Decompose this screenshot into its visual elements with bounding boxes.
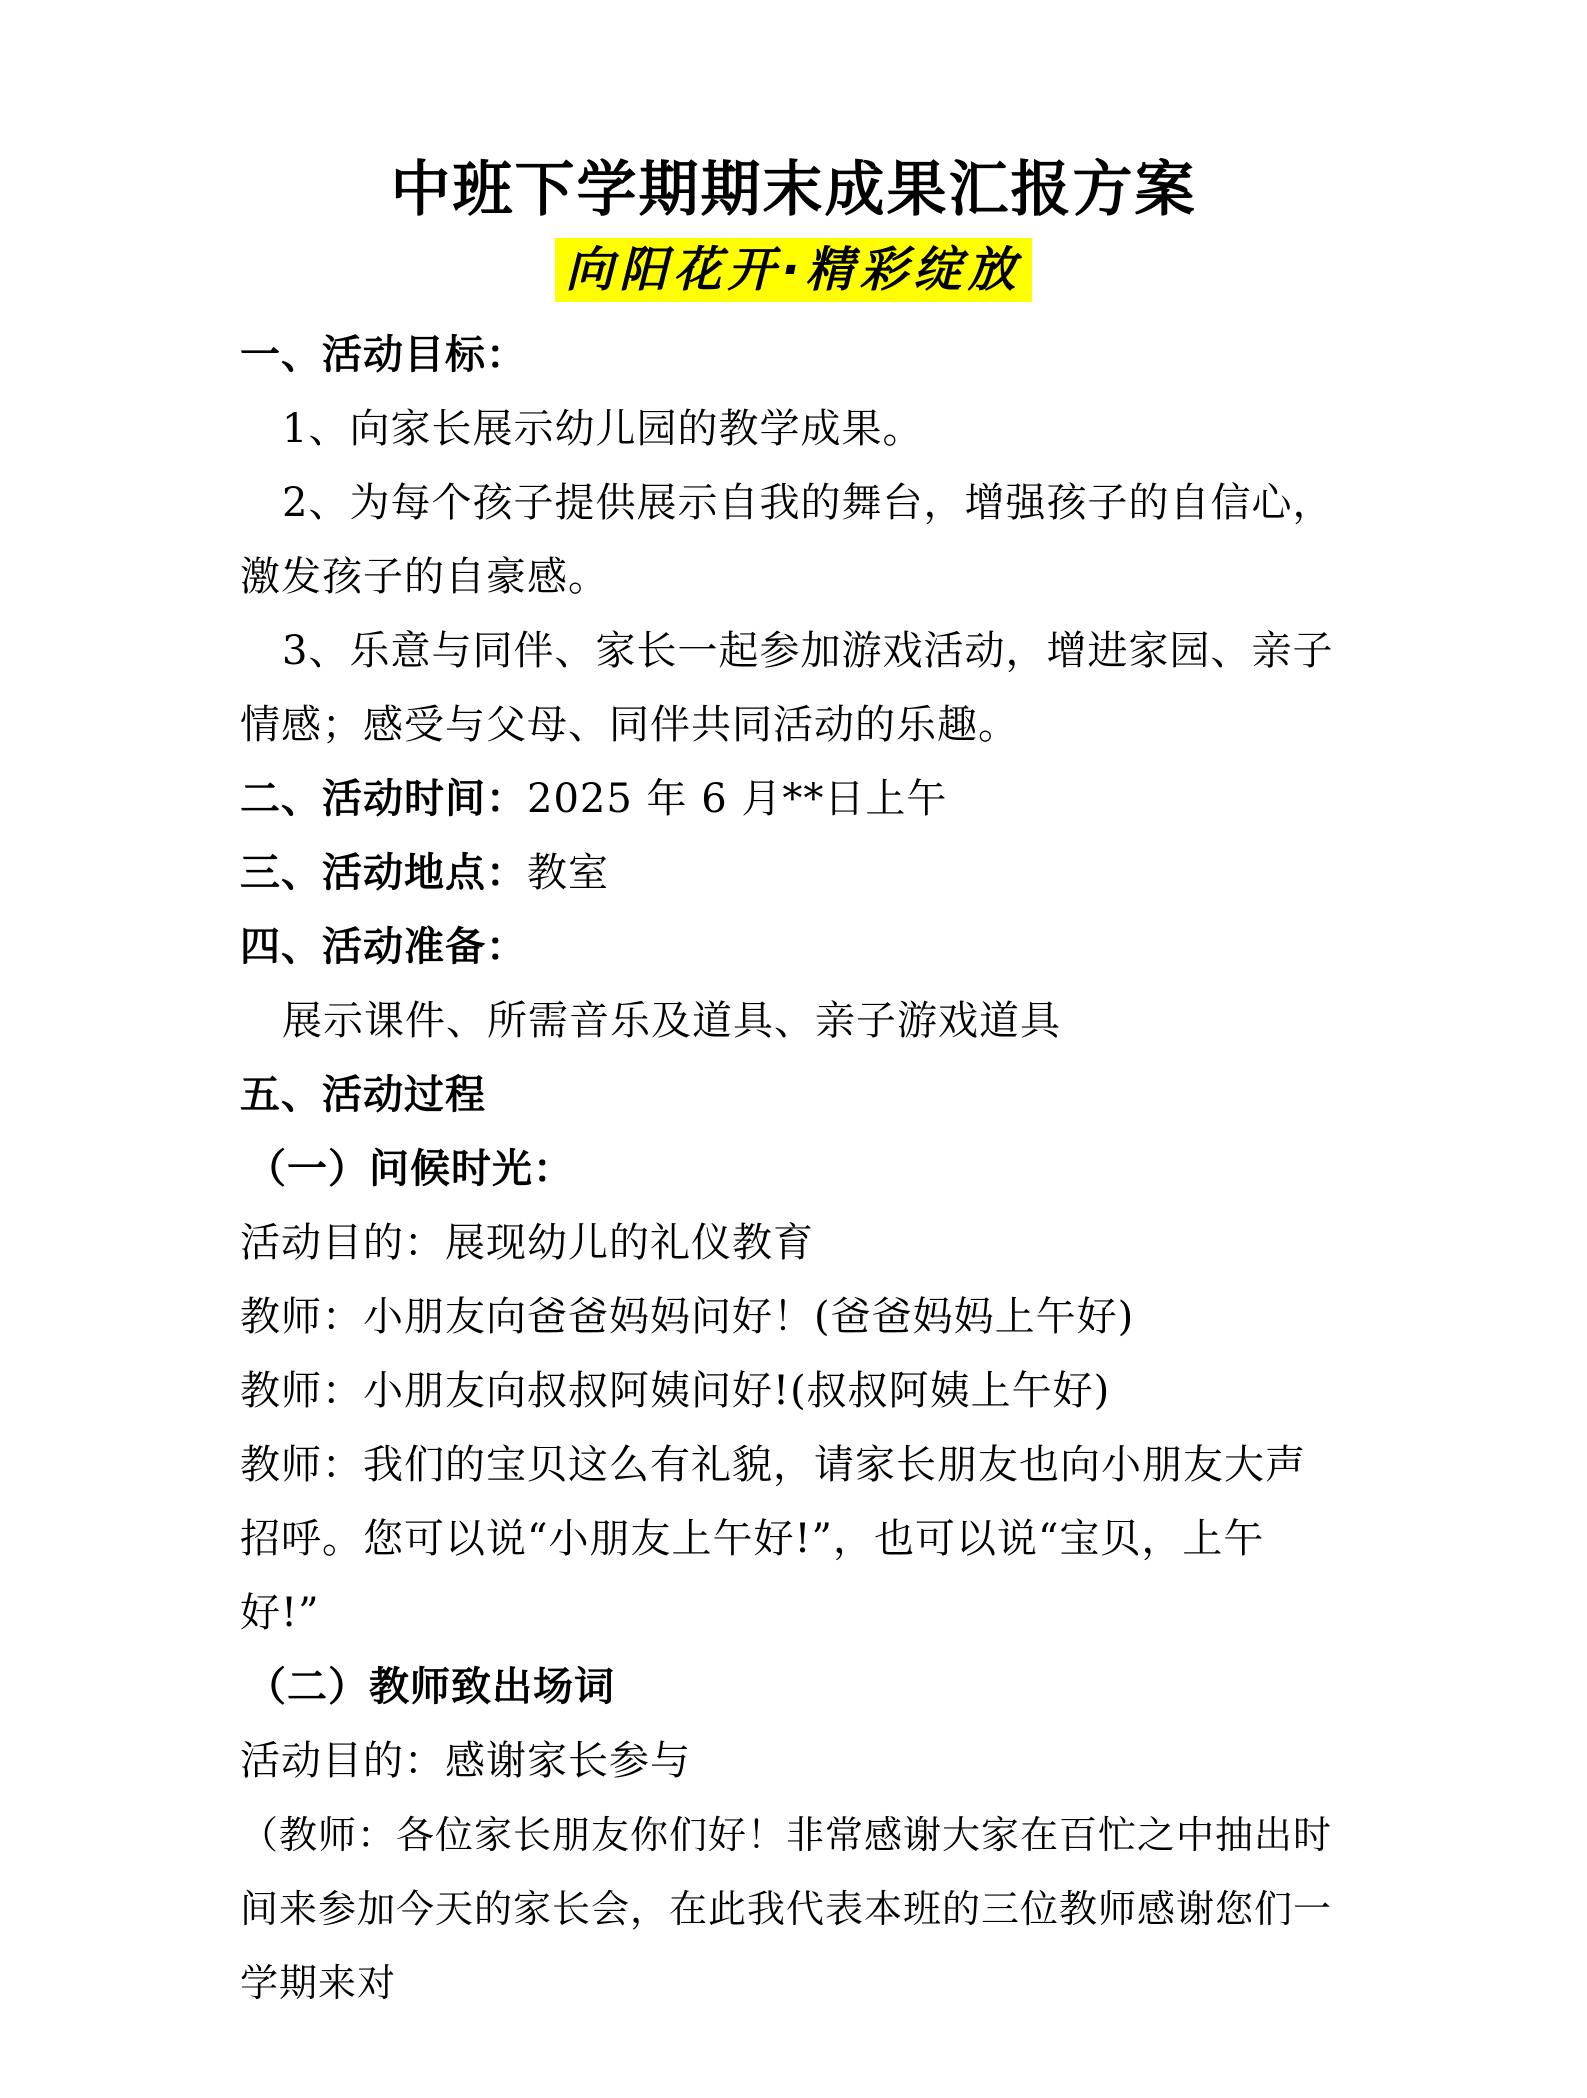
process-part1-line2: 教师：小朋友向叔叔阿姨问好!(叔叔阿姨上午好) xyxy=(240,1368,1111,1414)
document-subtitle: 向阳花开·精彩绽放 xyxy=(555,238,1031,302)
goal-item-1: 1、向家长展示幼儿园的教学成果。 xyxy=(282,406,924,452)
section-heading-preparation: 四、活动准备： xyxy=(240,923,527,970)
document-body xyxy=(240,318,1340,2020)
section-heading-location: 三、活动地点： xyxy=(240,849,527,896)
section-heading-goals: 一、活动目标： xyxy=(240,331,527,378)
document-title: 中班下学期期末成果汇报方案 xyxy=(390,155,1197,225)
section-time xyxy=(240,762,1340,836)
section-heading-time: 二、活动时间： xyxy=(240,775,527,822)
process-part1-line1: 教师：小朋友向爸爸妈妈问好！(爸爸妈妈上午好) xyxy=(240,1294,1135,1340)
section-heading-process: 五、活动过程 xyxy=(240,1071,486,1118)
subtitle-container xyxy=(0,238,1587,302)
process-part1-line3: 教师：我们的宝贝这么有礼貌，请家长朋友也向小朋友大声招呼。您可以说“小朋友上午好!”，也可以说“宝贝，上午好!” xyxy=(240,1442,1306,1636)
goal-item-2: 2、为每个孩子提供展示自我的舞台，增强孩子的自信心，激发孩子的自豪感。 xyxy=(240,480,1334,600)
process-part2-heading: （二）教师致出场词 xyxy=(246,1663,615,1710)
goal-item-3: 3、乐意与同伴、家长一起参加游戏活动，增进家园、亲子情感；感受与父母、同伴共同活动的乐趣。 xyxy=(240,628,1334,748)
process-part1-heading: （一）问候时光： xyxy=(246,1145,574,1192)
activity-time-value: 2025 年 6 月**日上午 xyxy=(527,776,948,822)
section-location xyxy=(240,836,1340,910)
process-part2-speech: （教师：各位家长朋友你们好！非常感谢大家在百忙之中抽出时间来参加今天的家长会，在此我代表本班的三位教师感谢您们一学期来对 xyxy=(240,1813,1333,2005)
activity-location-value: 教室 xyxy=(527,850,609,896)
process-part2-purpose: 活动目的：感谢家长参与 xyxy=(240,1738,691,1784)
process-part1-purpose: 活动目的：展现幼儿的礼仪教育 xyxy=(240,1220,814,1266)
preparation-item: 展示课件、所需音乐及道具、亲子游戏道具 xyxy=(282,998,1061,1044)
